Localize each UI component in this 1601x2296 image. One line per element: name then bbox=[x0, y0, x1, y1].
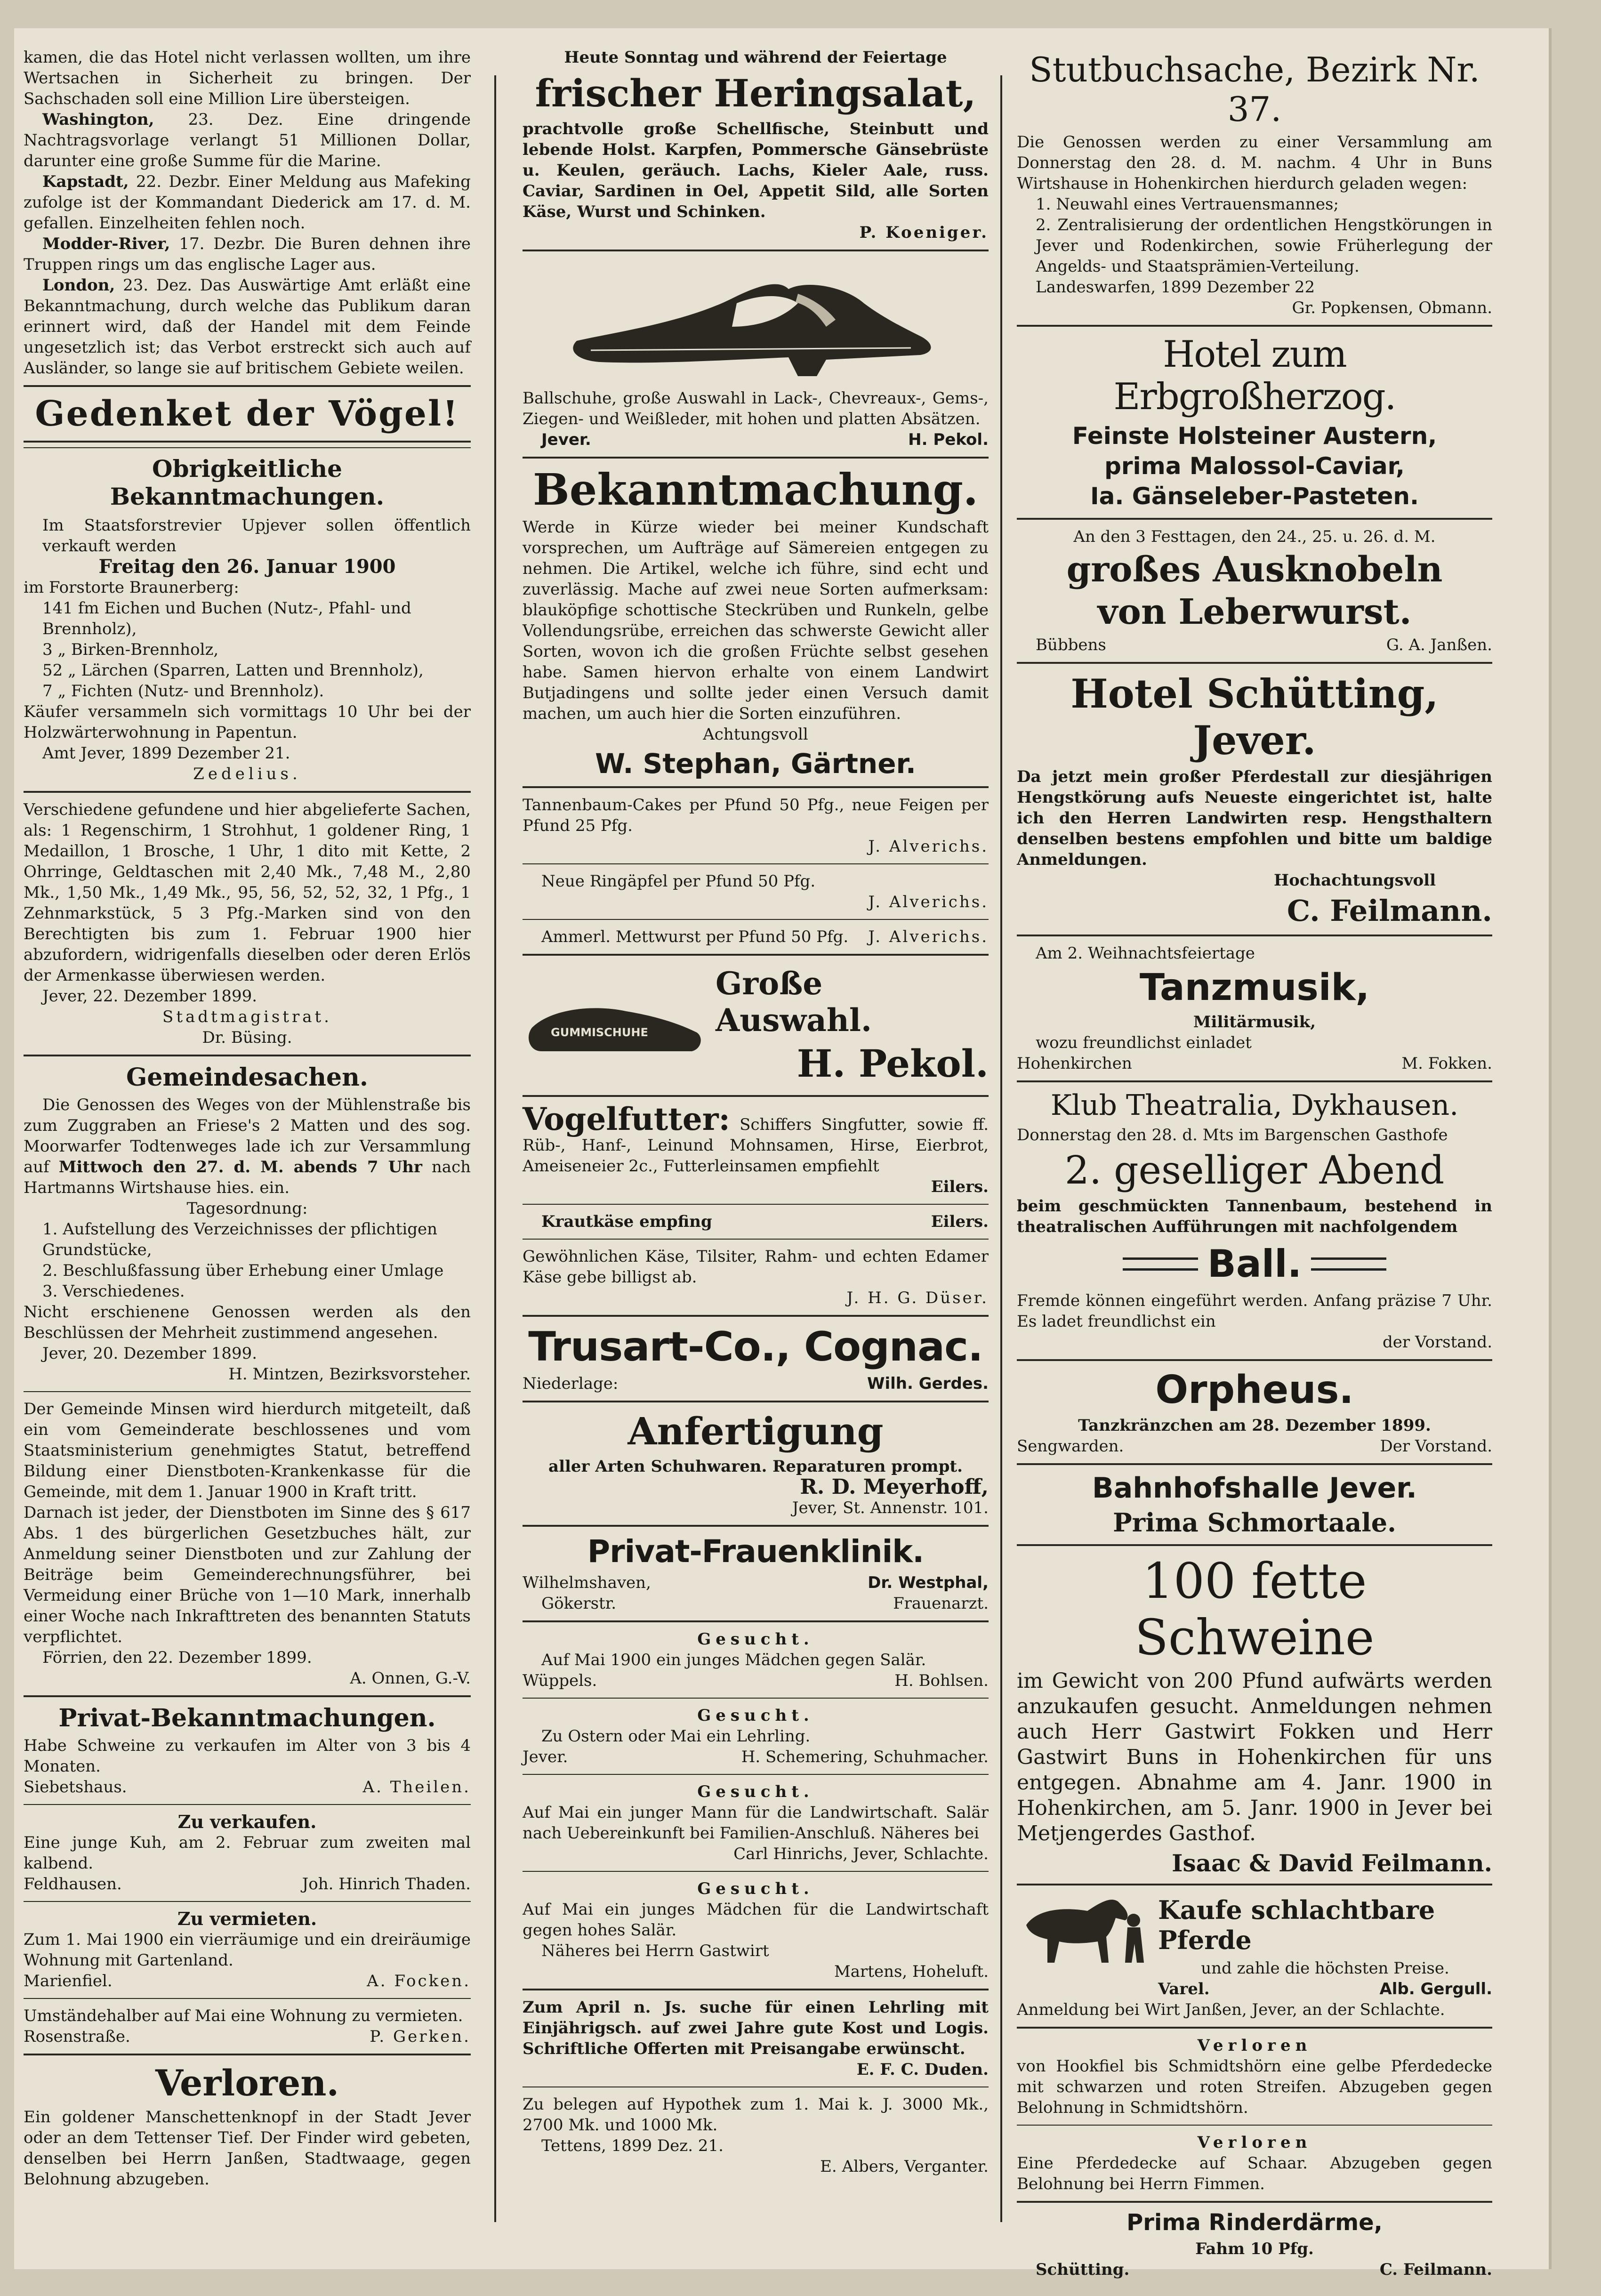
fund-signature-name: Dr. Büsing. bbox=[202, 1028, 292, 1047]
gesucht-4-signature: Martens, Hoheluft. bbox=[834, 1962, 989, 1981]
forst-date: Freitag den 26. Januar 1900 bbox=[98, 556, 396, 578]
pferde-text-block bbox=[1158, 1892, 1492, 1999]
news-item: Modder-River, 17. Dezbr. Die Buren dehnen ihre Truppen rings um das englische Lager aus. bbox=[24, 234, 471, 274]
divider bbox=[523, 786, 989, 788]
knobeln-heading: großes Ausknobeln bbox=[1066, 549, 1443, 590]
divider bbox=[523, 1315, 989, 1317]
divider bbox=[1017, 2201, 1492, 2203]
anfertigung-address: Jever, St. Annenstr. 101. bbox=[792, 1498, 989, 1517]
divider bbox=[1017, 2027, 1492, 2029]
gemeinde-heading: Gemeindesachen. bbox=[126, 1063, 369, 1092]
divider bbox=[523, 954, 989, 956]
orpheus-text: Tanzkränzchen am 28. Dezember 1899. bbox=[1078, 1416, 1431, 1435]
hotel-line: prima Malossol-Caviar, bbox=[1104, 452, 1405, 480]
divider bbox=[1017, 1463, 1492, 1465]
klub-text-2: beim geschmückten Tannenbaum, bestehend in theatralischen Aufführungen mit nachfolgendem bbox=[1017, 1197, 1492, 1236]
divider bbox=[523, 1989, 989, 1990]
rinderdaerme-heading: Prima Rinderdärme, bbox=[1126, 2209, 1383, 2236]
krautkaese-ad: Krautkäse empfing Eilers. bbox=[541, 1212, 989, 1231]
bekanntmachung-signature: W. Stephan, Gärtner. bbox=[595, 748, 916, 780]
hypothek-signature: E. Albers, Verganter. bbox=[820, 2157, 989, 2176]
stutbuch-heading: Stutbuchsache, Bezirk Nr. 37. bbox=[1029, 50, 1480, 129]
tanzmusik-heading: Tanzmusik, bbox=[1139, 967, 1370, 1009]
gem2-text: Der Gemeinde Minsen wird hierdurch mitgeteilt, daß ein vom Gemeinderate beschlossenes und vom Staatsministerium genehmigtes Statut, betreffend Bildung einer Dienstboten-Krankenkasse für die Gemeinde, mit dem 1. Januar 1900 in Kraft tritt. bbox=[24, 1400, 471, 1501]
schweine-text: im Gewicht von 200 Pfund aufwärts werden anzukaufen gesucht. Anmeldungen nehmen auch Herr Gastwirt Fokken und Herr Gastwirt Buns in Hohenkirchen für uns entgegen. Abnahme am 4. Janr. 1900 in Hohenkirchen, am 5. Janr. 1900 in Jever bei Metjengerdes Gasthof. bbox=[1017, 1669, 1492, 1845]
gummischuh-label: GUMMISCHUHE bbox=[551, 1026, 648, 1039]
gesucht-1-text: Auf Mai 1900 ein junges Mädchen gegen Salär. bbox=[541, 1651, 926, 1669]
bekanntmachung-greeting: Achtungsvoll bbox=[703, 725, 808, 744]
ballschuh-illustration bbox=[563, 261, 949, 379]
hotel-line: Feinste Holsteiner Austern, bbox=[1072, 422, 1437, 450]
hering-heading: frischer Heringsalat, bbox=[535, 71, 976, 115]
forst-item: 7 „ Fichten (Nutz- und Brennholz). bbox=[42, 682, 324, 701]
verloren-1: von Hookfiel bis Schmidtshörn eine gelbe Pferdedecke mit schwarzen und roten Streifen. Abzugeben gegen Belohnung in Schmidtshörn. bbox=[1017, 2057, 1492, 2117]
gummischuhe-heading: Große Auswahl. bbox=[716, 965, 872, 1039]
klinik-row-1: Wilhelmshaven, Dr. Westphal, bbox=[523, 1573, 989, 1592]
ballschuh-signature-row: Jever. H. Pekol. bbox=[541, 430, 989, 449]
column-left bbox=[24, 47, 471, 2250]
umstand-text: Umständehalber auf Mai eine Wohnung zu vermieten. bbox=[24, 2006, 463, 2025]
trusart-row: Niederlage: Wilh. Gerdes. bbox=[523, 1374, 989, 1393]
schuetting-signature: C. Feilmann. bbox=[1287, 894, 1492, 928]
klub-text: Donnerstag den 28. d. Mts im Bargenschen Gasthofe bbox=[1017, 1126, 1448, 1144]
forst-item: 141 fm Eichen und Buchen (Nutz-, Pfahl- und Brennholz), bbox=[42, 599, 411, 638]
divider bbox=[523, 250, 989, 251]
anfertigung-signature: R. D. Meyerhoff, bbox=[800, 1475, 989, 1499]
verloren-heading: Verloren bbox=[1197, 2036, 1312, 2055]
hering-text: prachtvolle große Schellfische, Steinbutt und lebende Holst. Karpfen, Pommersche Gänsebrüste u. Keulen, geräuch. Lachs, Kieler Aale, russ. Caviar, Sardinen in Oel, Appetit Sild, alle Sorten Käse, Wurst und Schinken. bbox=[523, 120, 989, 221]
gem1-text: Die Genossen des Weges von der Mühlenstraße bis zum Zuggraben an Friese's 2 Matten und des sog. Moorwarfer Todtenweges lade ich zur Versammlung auf Mittwoch den 27. d. M. abends 7 Uhr nach Hartmanns Wirtshause hies. ein. bbox=[24, 1096, 471, 1197]
alverichs-ad-2: Neue Ringäpfel per Pfund 50 Pfg. bbox=[541, 872, 816, 891]
anfertigung-text: aller Arten Schuhwaren. Reparaturen prompt. bbox=[548, 1457, 963, 1476]
divider bbox=[1017, 325, 1492, 327]
orpheus-heading: Orpheus. bbox=[1155, 1368, 1354, 1412]
column-right bbox=[1017, 47, 1492, 2279]
schuetting-heading: Hotel Schütting, Jever. bbox=[1070, 670, 1439, 764]
gem1-date: Jever, 20. Dezember 1899. bbox=[42, 1344, 257, 1363]
gummischuhe-ad bbox=[523, 962, 989, 1088]
orpheus-signature-row: Sengwarden. Der Vorstand. bbox=[1017, 1437, 1492, 1456]
kaese-signature: J. H. G. Düser. bbox=[846, 1289, 989, 1307]
divider bbox=[523, 1871, 989, 1872]
gesucht-3-signature: Carl Hinrichs, Jever, Schlachte. bbox=[733, 1845, 989, 1863]
divider bbox=[1017, 2125, 1492, 2126]
knobeln-heading: von Leberwurst. bbox=[1097, 592, 1412, 632]
column-middle bbox=[523, 47, 989, 2250]
forst-item: 3 „ Birken-Brennholz, bbox=[42, 640, 219, 659]
privat-heading: Privat-Bekanntmachungen. bbox=[58, 1704, 436, 1732]
pferde-signature-row: Varel. Alb. Gergull. bbox=[1158, 1980, 1492, 1998]
divider bbox=[523, 1401, 989, 1402]
alverichs-ad-3: Ammerl. Mettwurst per Pfund 50 Pfg. J. Alverichs. bbox=[541, 927, 989, 946]
rinderdaerme-signature-row: Schütting. C. Feilmann. bbox=[1036, 2260, 1492, 2279]
pferde-heading: Kaufe schlachtbare Pferde bbox=[1158, 1895, 1435, 1955]
gem1-item: 2. Beschlußfassung über Erhebung einer Umlage bbox=[42, 1261, 444, 1280]
gem1-tagesordnung: Tagesordnung: bbox=[186, 1199, 308, 1218]
knobeln-top: An den 3 Festtagen, den 24., 25. u. 26. d. M. bbox=[1073, 527, 1436, 546]
pferde-note: Anmeldung bei Wirt Janßen, Jever, an der Schlachte. bbox=[1017, 2000, 1445, 2019]
news-item: Washington, 23. Dez. Eine dringende Nachtragsvorlage verlangt 51 Millionen Dollar, darunter eine große Summe für die Marine. bbox=[24, 110, 471, 170]
p1-text: Habe Schweine zu verkaufen im Alter von 3 bis 4 Monaten. bbox=[24, 1736, 471, 1776]
klinik-heading: Privat-Frauenklinik. bbox=[587, 1533, 924, 1570]
tanzmusik-sub: Militärmusik, bbox=[1193, 1013, 1316, 1031]
hotel-erbgrossherzog-heading: Hotel zum Erbgroßherzog. bbox=[1113, 333, 1396, 418]
divider bbox=[1017, 1359, 1492, 1361]
klinik-row-2: Gökerstr. Frauenarzt. bbox=[541, 1594, 989, 1613]
forst-where: im Forstorte Braunerberg: bbox=[24, 578, 239, 597]
column-divider bbox=[1000, 75, 1002, 2222]
bekanntmachung-heading: Bekanntmachung. bbox=[533, 464, 978, 515]
divider bbox=[1017, 518, 1492, 520]
gesucht-1-signature-row: Wüppels. H. Bohlsen. bbox=[523, 1671, 989, 1690]
divider bbox=[24, 1695, 471, 1697]
divider bbox=[24, 1804, 471, 1805]
voegel-heading: Gedenket der Vögel! bbox=[35, 394, 459, 434]
forst-text: Käufer versammeln sich vormittags 10 Uhr bei der Holzwärterwohnung in Papentun. bbox=[24, 702, 471, 742]
tanzmusik-top: Am 2. Weihnachtsfeiertage bbox=[1036, 944, 1255, 963]
tanzmusik-signature-row: Hohenkirchen M. Fokken. bbox=[1017, 1054, 1492, 1073]
divider bbox=[24, 1998, 471, 1999]
gesucht-4-text: Auf Mai ein junges Mädchen für die Landwirtschaft gegen hohes Salär. bbox=[523, 1900, 989, 1940]
gesucht-3-text: Auf Mai ein junger Mann für die Landwirtschaft. Salär nach Uebereinkunft bei Familien-Anschluß. Näheres bei bbox=[523, 1803, 989, 1843]
divider bbox=[24, 2054, 471, 2055]
gem2-signature: A. Onnen, G.-V. bbox=[350, 1669, 471, 1688]
umstand-signature-row: Rosenstraße. P. Gerken. bbox=[24, 2027, 471, 2046]
ball-heading: Ball. bbox=[1207, 1242, 1302, 1286]
ball-ornament bbox=[1123, 1257, 1198, 1271]
forst-intro: Im Staatsforstrevier Upjever sollen öffentlich verkauft werden bbox=[42, 516, 471, 556]
forst-date-line: Amt Jever, 1899 Dezember 21. bbox=[42, 744, 290, 763]
vogelfutter-ad: Vogelfutter: Schiffers Singfutter, sowie ff. Rüb-, Hanf-, Leinund Mohnsamen, Hirse, Eierbrot, Ameiseneier 2c., Futterleinsamen empfiehlt bbox=[523, 1101, 989, 1176]
pferde-ad bbox=[1017, 1892, 1492, 1999]
divider bbox=[523, 863, 989, 864]
ballschuh-text: Ballschuhe, große Auswahl in Lack-, Chevreaux-, Gems-, Ziegen- und Weißleder, mit hohen und platten Absätzen. bbox=[523, 389, 989, 428]
gummischuhe-text bbox=[716, 962, 989, 1088]
ball-ornament bbox=[1311, 1257, 1386, 1271]
april-text: Zum April n. Js. suche für einen Lehrling mit Einjährigsch. auf zwei Jahre gute Kost und Logis. Schriftliche Offerten mit Preisangabe erwünscht. bbox=[523, 1998, 989, 2058]
divider bbox=[523, 1620, 989, 1622]
divider bbox=[24, 1391, 471, 1392]
gesucht-heading: Gesucht. bbox=[697, 1706, 814, 1725]
stutbuch-item: 2. Zentralisierung der ordentlichen Hengstkörungen in Jever und Rodenkirchen, sowie Früherlegung der Angelds- und Staatsprämien-Verteilung. bbox=[1036, 216, 1492, 276]
divider bbox=[523, 1698, 989, 1699]
klub-heading: Klub Theatralia, Dykhausen. bbox=[1050, 1089, 1459, 1122]
divider bbox=[1017, 662, 1492, 664]
verkaufen-heading: Zu verkaufen. bbox=[177, 1811, 317, 1832]
verloren-text: Ein goldener Manschettenknopf in der Stadt Jever oder an dem Tettenser Tief. Der Finder wird gebeten, denselben bei Herrn Janßen, Stadtwaage, gegen Belohnung abzugeben. bbox=[24, 2108, 471, 2189]
gem1-note: Nicht erschienene Genossen werden als den Beschlüssen der Mehrheit zustimmend angesehen. bbox=[24, 1303, 471, 1342]
knobeln-signature-row: Bübbens G. A. Janßen. bbox=[1036, 636, 1492, 654]
horse-illustration bbox=[1017, 1892, 1149, 1967]
gem2-text2: Darnach ist jeder, der Dienstboten im Sinne des § 617 Abs. 1 des bürgerlichen Gesetzbuches hält, zur Anmeldung seiner Dienstboten und zur Zahlung der Beiträge beim Gemeinderechnungsführer, bei Vermeidung einer Brüche von 1—10 Mark, innerhalb einer Woche nach Inkrafttreten des benannten Statuts verpflichtet. bbox=[24, 1503, 471, 1646]
hering-signature: P. Koeniger. bbox=[859, 223, 989, 242]
gem1-item: 3. Verschiedenes. bbox=[42, 1282, 185, 1301]
gem1-item: 1. Aufstellung des Verzeichnisses der pflichtigen Grundstücke, bbox=[42, 1220, 437, 1259]
gesucht-2-signature-row: Jever. H. Schemering, Schuhmacher. bbox=[523, 1748, 989, 1766]
klub-text-3: Fremde können eingeführt werden. Anfang präzise 7 Uhr. Es ladet freundlichst ein bbox=[1017, 1291, 1492, 1331]
gummischuh-illustration bbox=[523, 990, 706, 1061]
vogelfutter-signature: Eilers. bbox=[931, 1177, 989, 1196]
hotel-line: Ia. Gänseleber-Pasteten. bbox=[1090, 483, 1419, 510]
divider bbox=[523, 1774, 989, 1775]
bahnhofshalle-sub: Prima Schmortaale. bbox=[1113, 1507, 1396, 1538]
vermieten-heading: Zu vermieten. bbox=[177, 1908, 317, 1929]
verkaufen-signature-row: Feldhausen. Joh. Hinrich Thaden. bbox=[24, 1875, 471, 1893]
news-item: London, 23. Dez. Das Auswärtige Amt erläßt eine Bekanntmachung, durch welche das Publikum daran erinnert wird, daß der Handel mit dem Feinde ungesetzlich ist; das Verbot erstreckt sich auch auf Ausländer, so lange sie auf britischem Gebiete weilen. bbox=[24, 276, 471, 378]
divider bbox=[1017, 1544, 1492, 1546]
schweine-signature: Isaac & David Feilmann. bbox=[1172, 1849, 1492, 1877]
vermieten-text: Zum 1. Mai 1900 ein vierräumige und ein dreiräumige Wohnung mit Gartenland. bbox=[24, 1930, 471, 1970]
schuetting-text: Da jetzt mein großer Pferdestall zur diesjährigen Hengstkörung aufs Neueste eingerichtet ist, halte ich den Herren Landwirten resp. Hengsthaltern denselben bestens empfohlen und bitte um baldige Anmeldungen. bbox=[1017, 767, 1492, 869]
gesucht-heading: Gesucht. bbox=[697, 1879, 814, 1898]
verloren-heading: Verloren bbox=[1197, 2133, 1312, 2152]
divider bbox=[523, 1239, 989, 1240]
verloren-heading: Verloren. bbox=[155, 2062, 339, 2104]
rinderdaerme-sub: Fahm 10 Pfg. bbox=[1195, 2240, 1314, 2258]
trusart-heading: Trusart-Co., Cognac. bbox=[528, 1323, 983, 1370]
forst-signature: Zedelius. bbox=[193, 765, 301, 783]
kaese-ad: Gewöhnlichen Käse, Tilsiter, Rahm- und echten Edamer Käse gebe billigst ab. bbox=[523, 1247, 989, 1287]
gem1-signature: H. Mintzen, Bezirksvorsteher. bbox=[228, 1365, 471, 1384]
vermieten-signature-row: Marienfiel. A. Focken. bbox=[24, 1972, 471, 1990]
schuetting-greeting: Hochachtungsvoll bbox=[1273, 871, 1436, 890]
divider bbox=[24, 1901, 471, 1902]
divider bbox=[1017, 1080, 1492, 1082]
news-item: kamen, die das Hotel nicht verlassen wollten, um ihre Wertsachen in Sicherheit zu bringen. Der Sachschaden soll eine Million Lire übersteigen. bbox=[24, 48, 471, 108]
verloren-2: Eine Pferdedecke auf Schaar. Abzugeben gegen Belohnung bei Herrn Fimmen. bbox=[1017, 2154, 1492, 2193]
schweine-heading: 100 fette Schweine bbox=[1134, 1552, 1375, 1666]
april-signature: E. F. C. Duden. bbox=[856, 2060, 989, 2079]
pferde-text: und zahle die höchsten Preise. bbox=[1201, 1959, 1449, 1978]
alverichs-signature: J. Alverichs. bbox=[868, 837, 989, 856]
bahnhofshalle-heading: Bahnhofshalle Jever. bbox=[1092, 1472, 1417, 1505]
divider bbox=[523, 1525, 989, 1527]
newspaper-page bbox=[14, 28, 1549, 2279]
gummischuhe-signature: H. Pekol. bbox=[796, 1041, 989, 1086]
divider bbox=[24, 441, 471, 448]
klub-signature: der Vorstand. bbox=[1383, 1333, 1492, 1352]
tanzmusik-text: wozu freundlichst einladet bbox=[1036, 1033, 1252, 1052]
hypothek-date: Tettens, 1899 Dez. 21. bbox=[541, 2136, 724, 2155]
forst-item: 52 „ Lärchen (Sparren, Latten und Brennholz), bbox=[42, 661, 424, 680]
divider bbox=[523, 919, 989, 920]
gesucht-heading: Gesucht. bbox=[697, 1630, 814, 1649]
obrigkeit-heading: Obrigkeitliche Bekanntmachungen. bbox=[110, 455, 385, 510]
gesucht-4-text-b: Näheres bei Herrn Gastwirt bbox=[541, 1942, 769, 1960]
bekanntmachung-text: Werde in Kürze wieder bei meiner Kundschaft vorsprechen, um Aufträge auf Sämereien entgegen zu nehmen. Die Artikel, welche ich führe, sind echt und zuverlässig. Mache auf zwei neue Sorten aufmerksam: blauköpfige schottische Steckrüben und Runkeln, gelbe Vollendungsrübe, erreichen das schwerste Gewicht aller Sorten, wovon ich die großen Früchte selbst gesehen habe. Samen hiervon erhalte von einem Landwirt Butjadingens und sollte jeder einen Versuch damit machen, um auch hier die Sorten einzuführen. bbox=[523, 518, 989, 723]
gem2-date: Förrien, den 22. Dezember 1899. bbox=[42, 1648, 312, 1667]
p1-signature-row: Siebetshaus. A. Theilen. bbox=[24, 1778, 471, 1797]
alverichs-signature: J. Alverichs. bbox=[868, 893, 989, 911]
fund-text: Verschiedene gefundene und hier abgelieferte Sachen, als: 1 Regenschirm, 1 Strohhut, 1 goldener Ring, 1 Medaillon, 1 Brosche, 1 Uhr, 1 dito mit Kette, 2 Ohrringe, Geldtaschen mit 2,40 Mk., 7,48 M., 2,80 Mk., 1,50 Mk., 1,49 Mk., 95, 56, 52, 52, 32, 1 Pfg., 1 Zehnmarkstück, 5 3 Pfg.-Marken sind von den Berechtigten bis zum 1. Februar 1900 hier abzufordern, widrigenfalls dieselben oder deren Erlös der Armenkasse überwiesen werden. bbox=[24, 800, 471, 985]
fund-date: Jever, 22. Dezember 1899. bbox=[42, 987, 257, 1006]
stutbuch-signature: Gr. Popkensen, Obmann. bbox=[1292, 298, 1492, 317]
divider bbox=[24, 385, 471, 387]
hypothek-text: Zu belegen auf Hypothek zum 1. Mai k. J. 3000 Mk., 2700 Mk. und 1000 Mk. bbox=[523, 2095, 989, 2135]
gesucht-2-text: Zu Ostern oder Mai ein Lehrling. bbox=[541, 1727, 811, 1746]
divider bbox=[1017, 935, 1492, 936]
verkaufen-text: Eine junge Kuh, am 2. Februar zum zweiten mal kalbend. bbox=[24, 1833, 471, 1873]
anfertigung-heading: Anfertigung bbox=[628, 1409, 884, 1453]
gesucht-heading: Gesucht. bbox=[697, 1782, 814, 1801]
stutbuch-text: Die Genossen werden zu einer Versammlung am Donnerstag den 28. d. M. nachm. 4 Uhr in Buns Wirtshause in Hohenkirchen hierdurch geladen wegen: bbox=[1017, 133, 1492, 193]
divider bbox=[1017, 1884, 1492, 1885]
stutbuch-item: 1. Neuwahl eines Vertrauensmannes; bbox=[1036, 195, 1339, 214]
column-divider bbox=[494, 75, 496, 2222]
divider bbox=[523, 1095, 989, 1097]
divider bbox=[523, 457, 989, 459]
divider bbox=[523, 1204, 989, 1205]
divider bbox=[24, 791, 471, 793]
ball-row bbox=[1017, 1242, 1492, 1286]
klub-heading-2: 2. geselliger Abend bbox=[1064, 1148, 1445, 1193]
news-item: Kapstadt, 22. Dezbr. Einer Meldung aus Mafeking zufolge ist der Kommandant Diederick am 17. d. M. gefallen. Einzelheiten fehlen noch. bbox=[24, 172, 471, 233]
stutbuch-date: Landeswarfen, 1899 Dezember 22 bbox=[1036, 278, 1315, 297]
hering-top: Heute Sonntag und während der Feiertage bbox=[564, 48, 947, 67]
divider bbox=[24, 1055, 471, 1056]
fund-signature: Stadtmagistrat. bbox=[162, 1007, 332, 1026]
alverichs-ad-1: Tannenbaum-Cakes per Pfund 50 Pfg., neue Feigen per Pfund 25 Pfg. bbox=[523, 796, 989, 835]
